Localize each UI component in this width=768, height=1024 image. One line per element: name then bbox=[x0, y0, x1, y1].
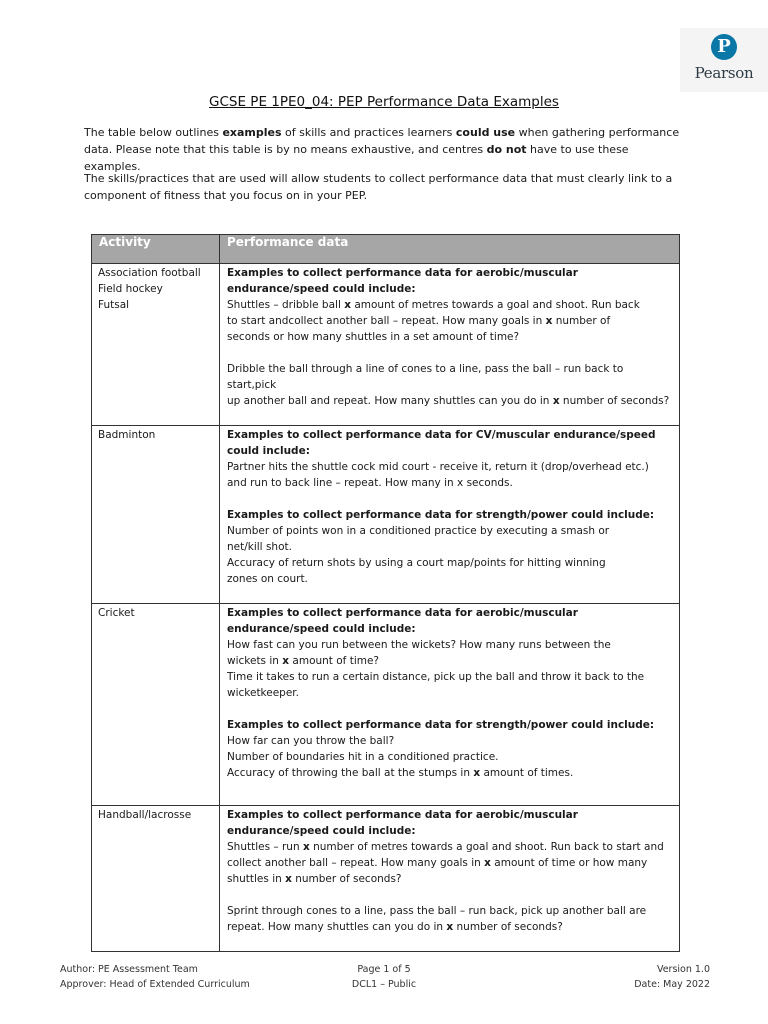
activity-cell bbox=[92, 426, 220, 604]
example-block bbox=[227, 807, 673, 887]
example-block bbox=[227, 717, 673, 781]
footer-right bbox=[634, 962, 710, 992]
example-block bbox=[227, 605, 673, 701]
example-line: to start andcollect another ball – repeat. How many goals in x number of bbox=[227, 315, 611, 327]
example-block bbox=[227, 507, 673, 587]
example-line: and run to back line – repeat. How many in x seconds. bbox=[227, 477, 513, 489]
intro-paragraph-1: The table below outlines examples of skills and practices learners could use when gathering performance data. Please note that this table is by no means exhaustive, and centres do not have to use these examples. bbox=[84, 126, 680, 173]
header-performance-data: Performance data bbox=[220, 235, 680, 264]
footer-author: Author: PE Assessment Team bbox=[60, 964, 198, 975]
activity-name: Futsal bbox=[98, 299, 130, 311]
example-line: Number of boundaries hit in a conditioned practice. bbox=[227, 751, 499, 763]
example-line: Number of points won in a conditioned practice by executing a smash or bbox=[227, 525, 610, 537]
example-line: How fast can you run between the wickets? How many runs between the bbox=[227, 639, 611, 651]
activity-cell bbox=[92, 264, 220, 426]
table-row bbox=[92, 604, 680, 806]
example-line: Shuttles – dribble ball x amount of metres towards a goal and shoot. Run back bbox=[227, 299, 640, 311]
activity-cell bbox=[92, 604, 220, 806]
example-line: Sprint through cones to a line, pass the ball – run back, pick up another ball are bbox=[227, 905, 647, 917]
footer-version: Version 1.0 bbox=[656, 964, 710, 975]
example-heading: Examples to collect performance data for strength/power could include: bbox=[227, 719, 655, 731]
footer-approver: Approver: Head of Extended Curriculum bbox=[60, 979, 250, 990]
example-heading: Examples to collect performance data for strength/power could include: bbox=[227, 509, 655, 521]
pearson-logo-mark: P bbox=[711, 34, 737, 60]
performance-cell bbox=[220, 806, 680, 952]
example-block bbox=[227, 265, 673, 345]
page-title: GCSE PE 1PE0_04: PEP Performance Data Examples bbox=[209, 94, 559, 110]
footer-classification: DCL1 – Public bbox=[351, 979, 417, 990]
example-block bbox=[227, 903, 673, 935]
example-block bbox=[227, 427, 673, 491]
header-activity: Activity bbox=[92, 235, 220, 264]
example-heading: Examples to collect performance data for aerobic/muscular endurance/speed could include: bbox=[227, 267, 578, 295]
activity-name: Cricket bbox=[98, 607, 135, 619]
activity-name: Association football bbox=[98, 267, 201, 279]
example-line: Accuracy of throwing the ball at the stumps in x amount of times. bbox=[227, 767, 574, 779]
example-line: How far can you throw the ball? bbox=[227, 735, 395, 747]
example-heading: Examples to collect performance data for CV/muscular endurance/speed could include: bbox=[227, 429, 656, 457]
pearson-logo bbox=[680, 28, 768, 92]
example-line: zones on court. bbox=[227, 573, 308, 585]
performance-cell bbox=[220, 604, 680, 806]
activity-name: Badminton bbox=[98, 429, 156, 441]
example-line: net/kill shot. bbox=[227, 541, 292, 553]
activity-cell bbox=[92, 806, 220, 952]
activity-name: Handball/lacrosse bbox=[98, 809, 192, 821]
table-row bbox=[92, 264, 680, 426]
example-line: wickets in x amount of time? bbox=[227, 655, 380, 667]
example-line: up another ball and repeat. How many shuttles can you do in x number of seconds? bbox=[227, 395, 670, 407]
example-line: Shuttles – run x number of metres towards a goal and shoot. Run back to start and bbox=[227, 841, 664, 853]
pearson-logo-text: Pearson bbox=[694, 64, 754, 82]
example-line: Time it takes to run a certain distance, pick up the ball and throw it back to the bbox=[227, 671, 645, 683]
footer-page-number: Page 1 of 5 bbox=[357, 964, 411, 975]
example-line: collect another ball – repeat. How many goals in x amount of time or how many bbox=[227, 857, 648, 869]
performance-data-table bbox=[91, 234, 680, 952]
example-line: repeat. How many shuttles can you do in x number of seconds? bbox=[227, 921, 563, 933]
table-header-row bbox=[92, 235, 680, 264]
intro-paragraph-2: The skills/practices that are used will allow students to collect performance data that must clearly link to a component of fitness that you focus on in your PEP. bbox=[84, 172, 673, 202]
table-row bbox=[92, 806, 680, 952]
performance-cell bbox=[220, 426, 680, 604]
example-line: wicketkeeper. bbox=[227, 687, 300, 699]
table-row bbox=[92, 426, 680, 604]
example-line: Accuracy of return shots by using a court map/points for hitting winning bbox=[227, 557, 606, 569]
example-line: shuttles in x number of seconds? bbox=[227, 873, 402, 885]
example-line: Dribble the ball through a line of cones to a line, pass the ball – run back to start,pick bbox=[227, 363, 624, 391]
example-line: seconds or how many shuttles in a set amount of time? bbox=[227, 331, 520, 343]
footer-date: Date: May 2022 bbox=[634, 979, 710, 990]
activity-name: Field hockey bbox=[98, 283, 163, 295]
example-heading: Examples to collect performance data for aerobic/muscular endurance/speed could include: bbox=[227, 809, 578, 837]
example-heading: Examples to collect performance data for aerobic/muscular endurance/speed could include: bbox=[227, 607, 578, 635]
example-line: Partner hits the shuttle cock mid court - receive it, return it (drop/overhead etc.) bbox=[227, 461, 649, 473]
example-block bbox=[227, 361, 673, 409]
performance-cell bbox=[220, 264, 680, 426]
